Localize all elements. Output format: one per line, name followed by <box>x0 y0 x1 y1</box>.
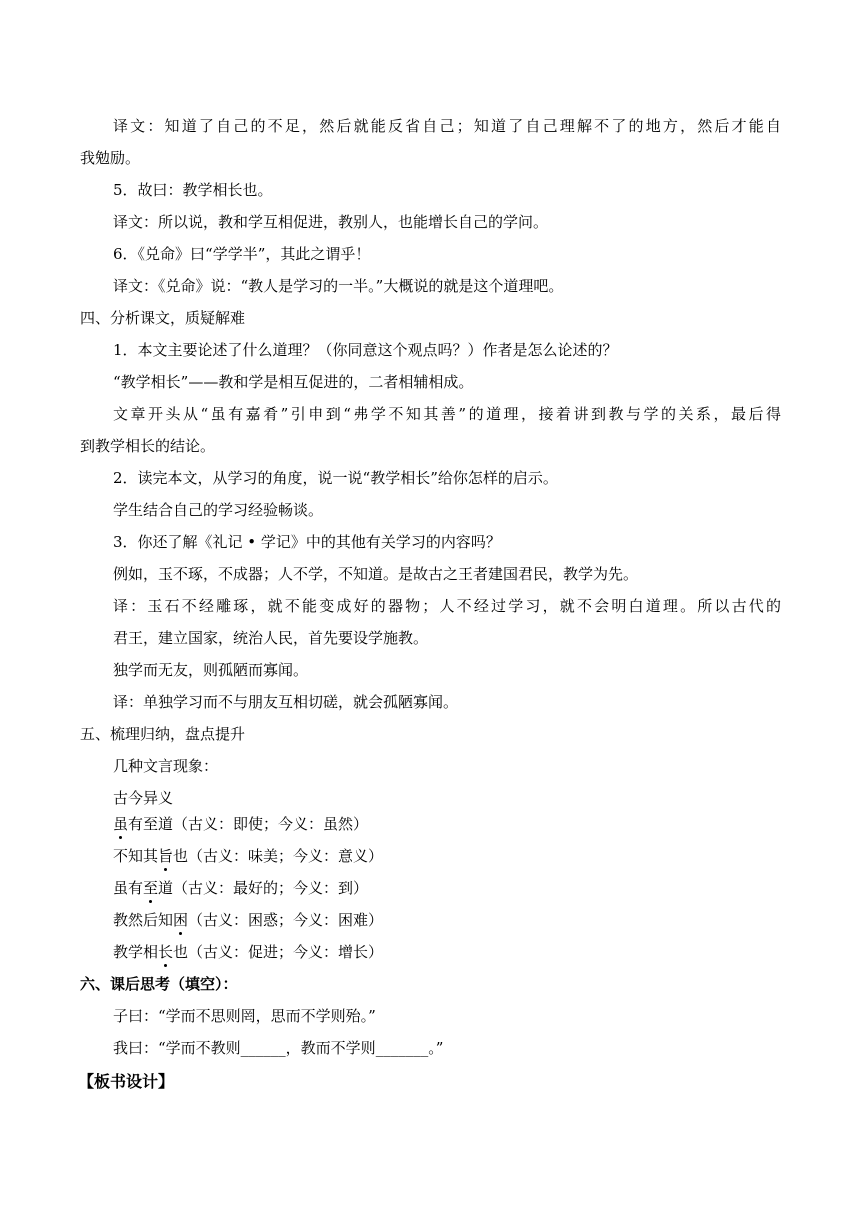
question-line: 1．本文主要论述了什么道理？（你同意这个观点吗？）作者是怎么论述的？ <box>113 341 618 359</box>
text-line: 独学而无友，则孤陋而寡闻。 <box>113 661 309 679</box>
board-design-heading: 【板书设计】 <box>78 1072 175 1091</box>
text-line: 君王，建立国家，统治人民，首先要设学施教。 <box>113 629 429 647</box>
text-line: 学生结合自己的学习经验畅谈。 <box>113 501 324 519</box>
text-line: 译：玉石不经雕琢，就不能变成好的器物；人不经过学习，就不会明白道理。所以古代的 <box>113 597 781 615</box>
text-line: 例如，玉不琢，不成器；人不学，不知道。是故古之王者建国君民，教学为先。 <box>113 565 639 583</box>
gujin-item: 教然后知困（古义：困惑；今义：困难） <box>113 911 384 929</box>
emphasis-char: 长 <box>158 943 174 961</box>
text-line: 5．故曰：教学相长也。 <box>113 181 273 199</box>
blank-field: ______ <box>240 1039 286 1057</box>
gujin-item: 虽有至道（古义：最好的；今义：到） <box>113 879 369 897</box>
fill-blank-line: 我曰：“学而不教则______，教而不学则_______。” <box>113 1039 444 1057</box>
question-line: 2．读完本文，从学习的角度，说一说“教学相长”给你怎样的启示。 <box>113 469 558 487</box>
text-line: 到教学相长的结论。 <box>80 437 216 455</box>
emphasis-char: 困 <box>173 911 189 929</box>
text-line: 我勉励。 <box>80 149 141 167</box>
text-line: 译文：《兑命》说：“教人是学习的一半。”大概说的就是这个道理吧。 <box>113 277 564 295</box>
text-line: 译文：所以说，教和学互相促进，教别人，也能增长自己的学问。 <box>113 213 549 231</box>
text-line: 几种文言现象： <box>113 757 219 775</box>
emphasis-char: 至 <box>143 879 159 897</box>
gujin-item: 教学相长也（古义：促进；今义：增长） <box>113 943 384 961</box>
text-line: 文章开头从“虽有嘉肴”引申到“弗学不知其善”的道理，接着讲到教与学的关系，最后得 <box>113 405 781 423</box>
section-heading: 五、梳理归纳，盘点提升 <box>80 725 246 743</box>
question-line: 3．你还了解《礼记 • 学记》中的其他有关学习的内容吗？ <box>113 533 501 551</box>
text-line: 6．《兑命》曰“学学半”，其此之谓乎！ <box>113 245 371 263</box>
emphasis-char: 旨 <box>158 847 174 865</box>
gujin-item: 不知其旨也（古义：味美；今义：意义） <box>113 847 384 865</box>
section-heading: 六、课后思考（填空）： <box>80 975 238 993</box>
blank-field: _______ <box>375 1039 429 1057</box>
text-line: “教学相长”——教和学是相互促进的，二者相辅相成。 <box>113 373 474 391</box>
subheading: 古今异义 <box>113 789 174 807</box>
text-line: 译：单独学习而不与朋友互相切磋，就会孤陋寡闻。 <box>113 693 459 711</box>
emphasis-char: 虽 <box>113 815 129 833</box>
text-line: 译文：知道了自己的不足，然后就能反省自己；知道了自己理解不了的地方，然后才能自 <box>113 117 781 135</box>
gujin-item: 虽有至道（古义：即使；今义：虽然） <box>113 815 369 833</box>
quote-line: 子曰：“学而不思则罔，思而不学则殆。” <box>113 1007 376 1025</box>
section-heading: 四、分析课文，质疑解难 <box>80 309 246 327</box>
